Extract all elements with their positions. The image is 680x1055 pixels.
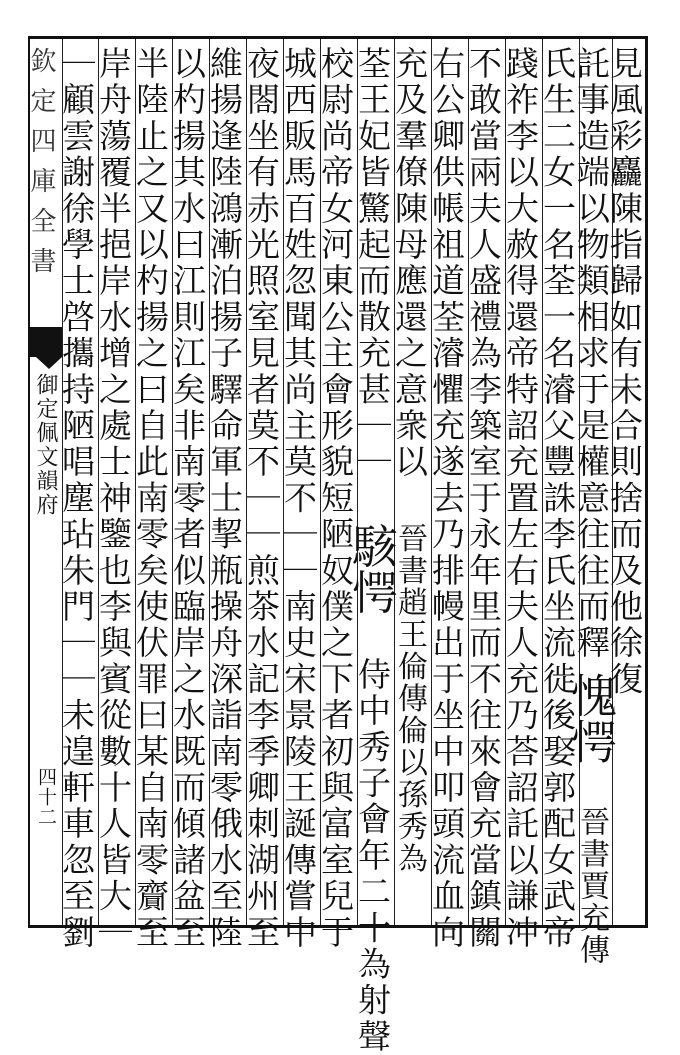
text-column-7 bbox=[390, 46, 431, 922]
margin-book-title: 御定佩文韻府 bbox=[33, 373, 58, 517]
column-text: 託事造端以物類相求于是權意往往而釋 bbox=[572, 46, 611, 662]
text-column-12 bbox=[205, 46, 246, 951]
text-column-9 bbox=[316, 46, 357, 951]
column-text: 踐祚李以大赦得還帝特詔充置左右夫人充乃荅詔託以謙冲 bbox=[501, 46, 540, 951]
margin-collection-title: 欽定四庫全書 bbox=[26, 47, 56, 287]
text-column-15 bbox=[94, 46, 135, 951]
text-column-13 bbox=[168, 46, 209, 951]
column-text: 校尉尚帝女河東公主會形貌短陋奴僕之下者初與富室兒于 bbox=[316, 46, 355, 951]
headword-source: 晉書賈充傳 bbox=[574, 806, 609, 967]
column-text: 荃王妃皆驚起而散充甚｜｜ bbox=[353, 46, 392, 481]
text-column-1 bbox=[605, 46, 646, 922]
text-column-10 bbox=[279, 46, 320, 951]
text-column-5 bbox=[464, 46, 505, 951]
column-text: 以杓揚其水曰江則江矣非南零者似臨岸之水既而傾諸盆至 bbox=[168, 46, 207, 951]
text-column-6 bbox=[427, 46, 468, 951]
text-column-11 bbox=[242, 46, 283, 951]
text-column-14 bbox=[131, 46, 172, 951]
frame-top-border bbox=[28, 36, 648, 39]
column-note: 晉書趙王倫傳倫以孫秀為 bbox=[392, 522, 427, 875]
text-column-4 bbox=[501, 46, 542, 951]
column-text: 充及羣僚陳母應還之意衆以 bbox=[390, 46, 429, 481]
column-text: 城西販馬百姓忽聞其尚主莫不｜｜南史宋景陵王誕傳嘗中 bbox=[279, 46, 318, 951]
text-column-3 bbox=[538, 46, 579, 951]
column-text: 半陸止之又以杓揚之曰自此南零矣使伏罪曰某自南零齎至 bbox=[131, 46, 170, 951]
column-text-tail: 侍中秀子會年二十為射聲 bbox=[353, 656, 392, 1055]
column-text: 夜閤坐有赤光照室見者莫不｜｜煎茶水記李季卿刺湖州至 bbox=[242, 46, 281, 951]
margin-page-number: 四十二 bbox=[35, 767, 57, 827]
text-column-8 bbox=[345, 46, 399, 1055]
column-text: 維揚逢陸鴻漸泊揚子驛命軍士挈瓶操舟深詣南零俄水至陸 bbox=[205, 46, 244, 951]
column-text: 右公卿供帳祖道荃濬懼充遂去乃排幔出于坐中叩頭流血向 bbox=[427, 46, 466, 951]
text-column-16 bbox=[57, 46, 98, 951]
column-text: 不敢當兩夫人盛禮為李築室于永年里而不往來會充當鎮關 bbox=[464, 46, 503, 951]
column-text: 岸舟蕩覆半挹岸水增之處士神鑒也李與賓從數十人皆大｜ bbox=[94, 46, 133, 951]
column-text: 見風彩麤陳指歸如有未合則捨而及他徐復 bbox=[605, 46, 644, 698]
headword: 駭愕 bbox=[345, 522, 399, 615]
headword: 愧愕 bbox=[564, 672, 618, 764]
column-text: 氏生二女一名荃一名濬父豐誅李氏坐流徙後娶郭配女武帝 bbox=[538, 46, 577, 951]
headword-block-1 bbox=[564, 672, 618, 967]
column-text: ｜顧雲謝徐學士啓攜持陋唱塵玷朱門｜｜未遑軒車忽至劉 bbox=[57, 46, 96, 951]
